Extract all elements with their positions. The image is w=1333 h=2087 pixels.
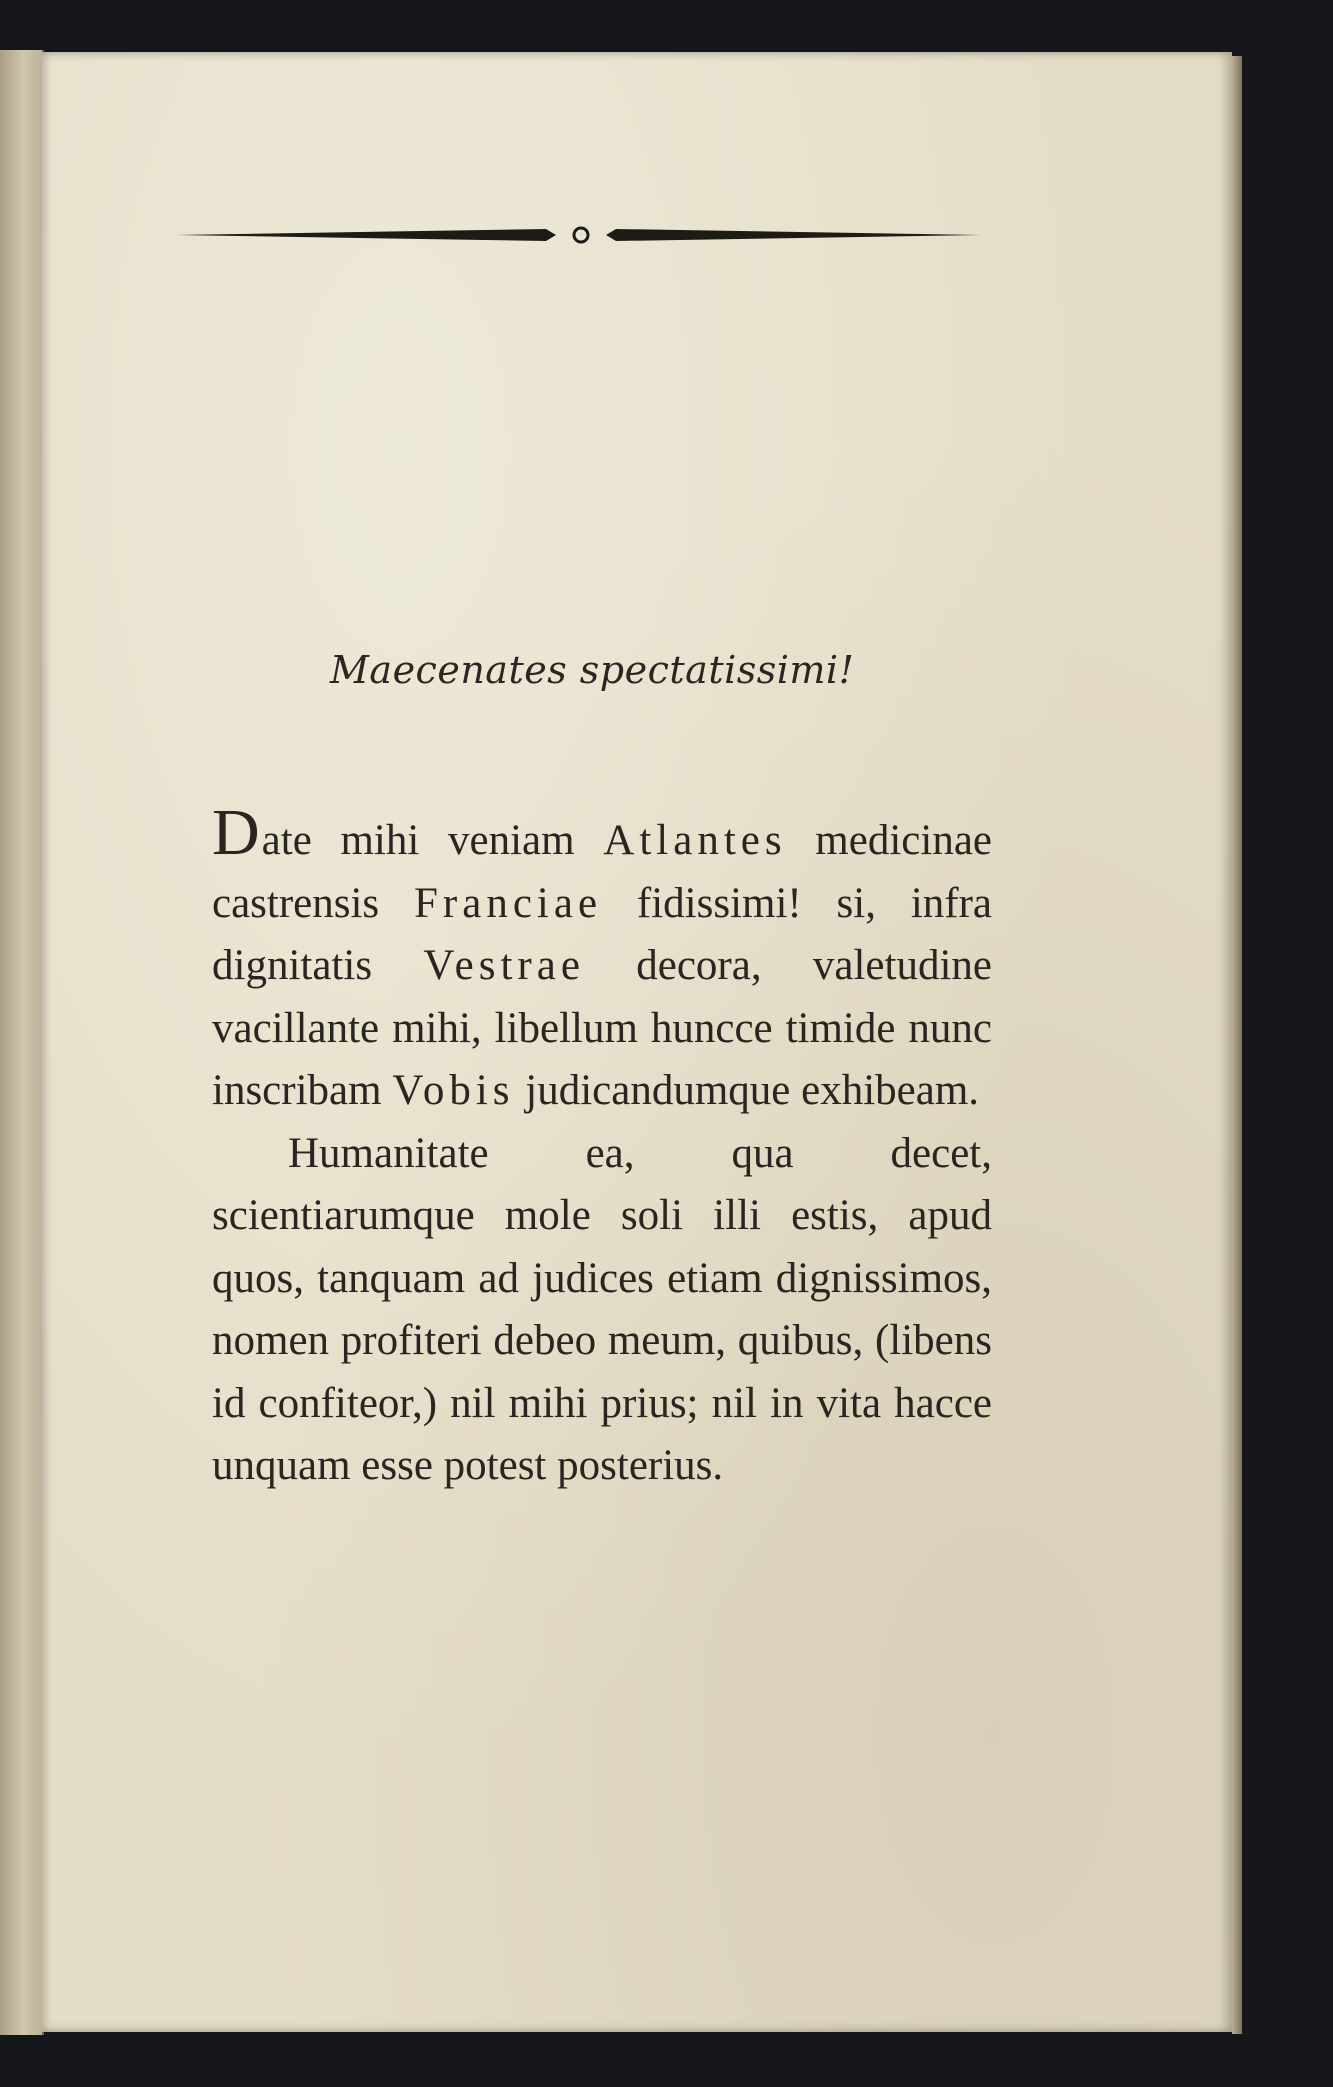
page-right-edge (1232, 56, 1242, 2034)
ornament-right-bar (606, 229, 981, 241)
paragraph1-part3: fidissimi! si, infra dignitatis (212, 879, 992, 989)
paragraph1-spaced-atlantes: Atlantes (603, 817, 787, 864)
page-heading: Maecenates spectatissimi! (330, 648, 855, 692)
ornamental-rule (176, 224, 981, 246)
paragraph1-spaced-franciae: Franciae (414, 879, 603, 927)
drop-cap: D (212, 796, 260, 869)
paragraph1-spaced-vestrae: Vestrae (423, 942, 585, 989)
book-spine-edge (0, 50, 44, 2035)
body-text (212, 796, 992, 1498)
paragraph1-spaced-vobis: Vobis (392, 1067, 515, 1114)
ornament-left-bar (176, 229, 556, 241)
paragraph-humanitate: Humanitate ea, qua decet, scientiarumque mole soli illi estis, apud quos, tanquam ad judices etiam dignissimos, nomen profiteri debeo meum, quibus, (libens id confiteor,) nil mihi prius; nil in vita hacce unquam esse potest posterius. (212, 1129, 992, 1489)
paragraph-dedication (212, 796, 992, 1123)
paragraph1-part5: judicandumque exhibeam. (514, 1067, 980, 1114)
ornament-center-circle (574, 228, 588, 242)
paragraph1-part2: medicinae castrensis (212, 817, 992, 927)
paragraph1-part1: ate mihi veniam (261, 817, 604, 864)
paragraph1-part4: decora, valetudine vacillante mihi, libellum huncce timide nunc inscribam (212, 942, 992, 1114)
